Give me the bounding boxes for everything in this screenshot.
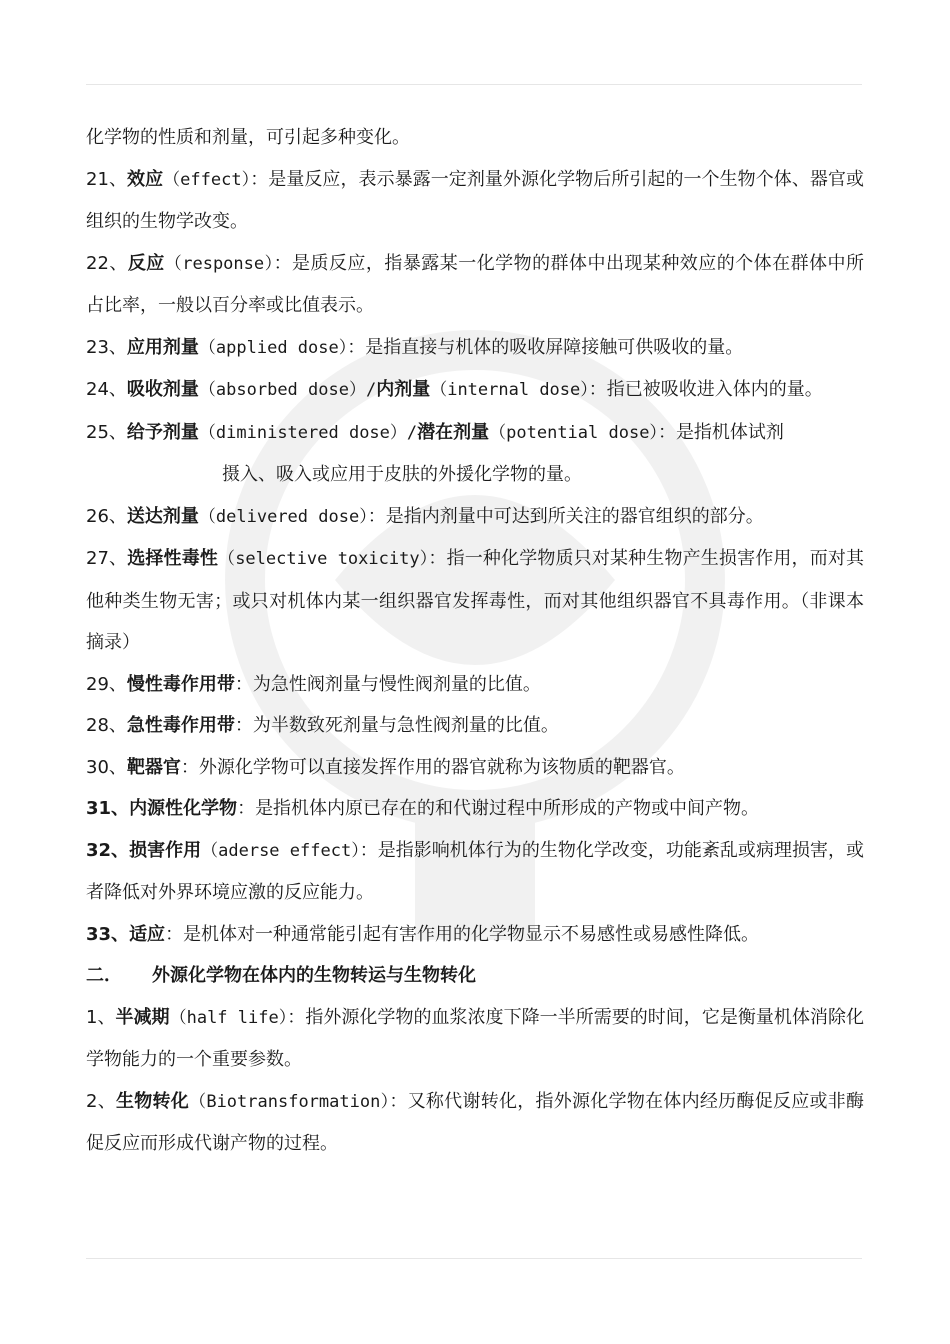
entry-term: 送达剂量 [126,505,199,527]
entry-term: 吸收剂量 [126,379,199,400]
definition-32 [86,830,864,914]
definition-33 [86,914,864,956]
entry-separator: ： [588,379,607,400]
entry-term: 内源性化学物 [129,798,238,819]
entry-term-alt: 内剂量 [376,379,431,400]
entry-english: （absorbed dose）/ [198,380,377,400]
entry-term: 生物转化 [115,1090,190,1112]
definition-31 [86,788,864,830]
entry-term: 急性毒作用带 [126,715,235,736]
section-title: 外源化学物在体内的生物转运与生物转化 [152,965,476,986]
definition-21 [86,159,864,243]
entry-number: 28、 [86,715,127,736]
entry-separator: ： [165,923,184,945]
entry-separator: ： [180,756,199,778]
definition-s2-2 [86,1081,864,1165]
entry-body: 指外源化学物的血浆浓度下降一半所需要的时间，它是衡量机体消除化学物能力的一个重要参数。 [86,1006,865,1070]
entry-number: 21、 [86,168,128,190]
entry-number: 32、 [86,839,130,861]
entry-body: 外源化学物可以直接发挥作用的器官就称为该物质的靶器官。 [198,756,685,778]
definition-25-continuation: 摄入、吸入或应用于皮肤的外援化学物的量。 [222,464,582,485]
entry-body: 是指内剂量中可达到所关注的器官组织的部分。 [385,505,764,527]
entry-number: 27、 [86,548,128,569]
footer-divider [86,1258,862,1259]
entry-body: 是指影响机体行为的生物化学改变，功能紊乱或病理损害，或者降低对外界环境应激的反应能力。 [86,839,864,903]
entry-body: 是指机体内原已存在的和代谢过程中所形成的产物或中间产物。 [255,798,760,819]
entry-term-alt: 潜在剂量 [417,421,490,443]
entry-term: 选择性毒性 [127,548,219,569]
entry-separator: ： [250,168,269,190]
entry-separator: ： [347,336,366,358]
entry-number: 2、 [86,1090,116,1112]
entry-term: 靶器官 [126,756,181,778]
header-divider [86,84,862,85]
entry-english-alt: （potential dose） [489,422,658,443]
definition-24 [86,369,864,412]
definition-23 [86,327,864,370]
entry-body: 是指直接与机体的吸收屏障接触可供吸收的量。 [365,336,744,358]
entry-english: （applied dose） [198,337,348,358]
entry-separator: ： [359,839,378,861]
entry-english: （half life） [169,1007,288,1028]
definition-s2-1 [86,997,864,1081]
entry-term: 损害作用 [129,839,202,861]
entry-number: 25、 [86,421,127,443]
definition-28 [86,705,864,747]
entry-number: 24、 [86,379,127,400]
entry-english: （diministered dose）/ [198,422,418,443]
entry-number: 22、 [86,252,128,274]
entry-body: 指已被吸收进入体内的量。 [606,379,823,400]
entry-term: 半减期 [115,1006,170,1028]
entry-separator: ： [273,252,293,274]
entry-body: 是量反应，表示暴露一定剂量外源化学物后所引起的一个生物个体、器官或组织的生物学改变。 [86,168,864,232]
entry-body: 又称代谢转化，指外源化学物在体内经历酶促反应或非酶促反应而形成代谢产物的过程。 [86,1090,865,1154]
section-heading [86,955,864,997]
entry-term: 反应 [127,252,165,274]
entry-term: 效应 [127,168,164,190]
section-number: 二． [86,965,122,986]
definition-30 [86,747,864,789]
entry-number: 30、 [86,756,127,778]
entry-term: 应用剂量 [126,336,199,358]
entry-term: 慢性毒作用带 [126,673,235,695]
entry-number: 23、 [86,336,127,358]
entry-english: （delivered dose） [198,506,368,527]
entry-separator: ： [657,421,676,443]
entry-body: 是机体对一种通常能引起有害作用的化学物显示不易感性或易感性降低。 [183,923,760,945]
entry-term: 给予剂量 [126,421,199,443]
entry-number: 1、 [86,1006,116,1028]
entry-number: 26、 [86,505,127,527]
definition-25 [86,412,864,455]
entry-english-alt: （internal dose） [430,380,589,400]
definition-29 [86,664,864,706]
entry-separator: ： [389,1090,408,1112]
entry-separator: ： [234,715,253,736]
entry-body: 指一种化学物质只对某种生物产生损害作用，而对其他种类生物无害；或只对机体内某一组织器官发挥毒性，而对其他组织器官不具毒作用。（非课本摘录） [86,548,865,653]
entry-separator: ： [287,1006,306,1028]
entry-body: 是指机体试剂 [675,421,784,443]
entry-body: 是质反应，指暴露某一化学物的群体中出现某种效应的个体在群体中所占比率，一般以百分率或比值表示。 [86,252,865,316]
entry-body: 为半数致死剂量与急性阀剂量的比值。 [252,715,559,736]
entry-english: （effect） [163,169,251,190]
intro-line: 化学物的性质和剂量，可引起多种变化。 [86,127,410,148]
definition-27 [86,538,864,664]
entry-term: 适应 [129,923,166,945]
entry-separator: ： [367,505,386,527]
entry-number: 31、 [86,798,130,819]
entry-number: 29、 [86,673,127,695]
document-body [86,117,864,1165]
definition-22 [86,243,864,327]
entry-english: （selective toxicity） [218,549,429,569]
entry-separator: ： [428,548,447,569]
entry-number: 33、 [86,923,130,945]
definition-26 [86,496,864,539]
entry-separator: ： [237,798,256,819]
entry-separator: ： [234,673,253,695]
entry-body: 为急性阀剂量与慢性阀剂量的比值。 [252,673,541,695]
entry-english: （aderse effect） [201,840,360,861]
entry-english: （response） [164,253,274,274]
entry-english: （Biotransformation） [189,1091,390,1112]
